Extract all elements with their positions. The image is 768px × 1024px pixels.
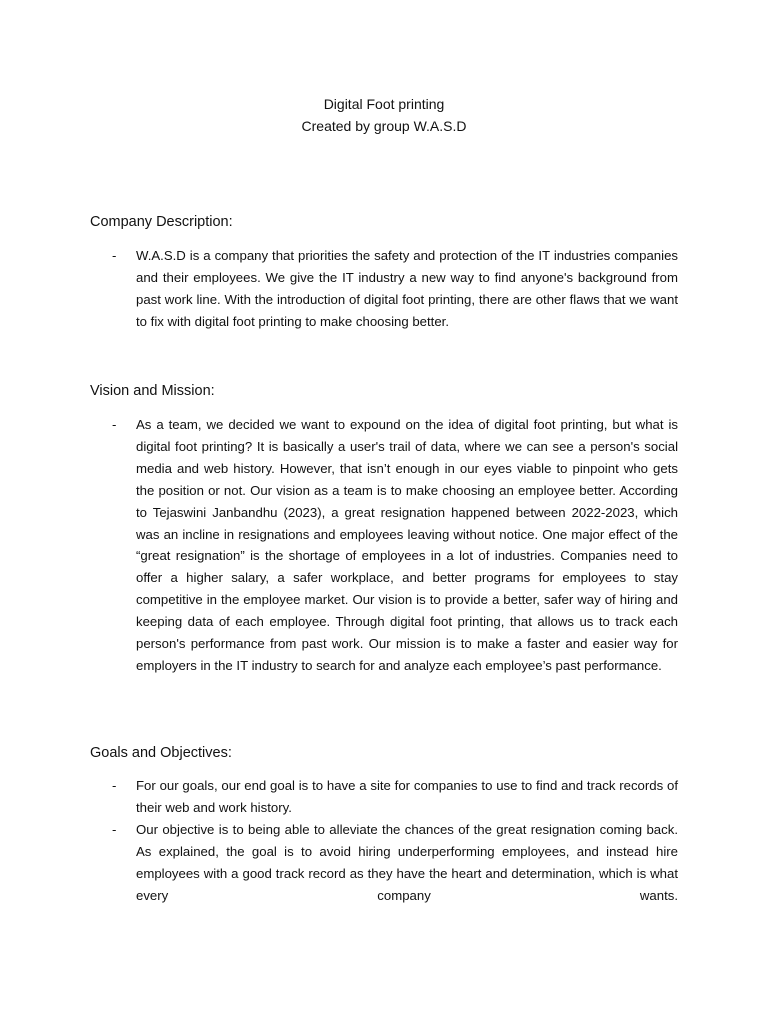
bullet-marker: - [112, 248, 117, 263]
document-title: Digital Foot printing [323, 96, 445, 112]
list-item [90, 775, 678, 819]
paragraph-text: As a team, we decided we want to expound on the idea of digital foot printing, but what is digital foot printing? It is basically a user's trail of data, where we can see a person's social media and web history. However, that isn’t enough in our eyes viable to pinpoint who gets the position or not. Our vision as a team is to make choosing an employee better. According to Tejaswini Janbandhu (2023), a great resignation happened between 2022-2023, which was an incline in resignations and employees leaving without notice. One major effect of the “great resignation” is the shortage of employees in a lot of industries. Companies need to offer a higher salary, a safer workplace, and better programs for employees to stay competitive in the employee market. Our vision is to provide a better, safer way of hiring and keeping data of each employee. Through digital foot printing, that allows us to track each person's performance from past work. Our mission is to make a faster and easier way for employers in the IT industry to search for and analyze each employee’s past performance. [136, 417, 678, 673]
section-heading-goals-objectives: Goals and Objectives: [90, 745, 232, 761]
list-item [90, 819, 678, 907]
title-block [0, 93, 768, 137]
section-heading-vision-mission: Vision and Mission: [90, 383, 215, 399]
bullet-marker: - [112, 417, 117, 432]
company-description-list [90, 245, 678, 333]
bullet-marker: - [112, 821, 117, 837]
section-heading-company-description: Company Description: [90, 214, 233, 230]
list-item [90, 414, 678, 677]
vision-mission-list [90, 414, 678, 677]
document-subtitle: Created by group W.A.S.D [301, 118, 467, 134]
list-item [90, 245, 678, 333]
paragraph-text: W.A.S.D is a company that priorities the safety and protection of the IT industries companies and their employees. We give the IT industry a new way to find anyone's background from past work line. With the introduction of digital foot printing, there are other flaws that we want to fix with digital foot printing to make choosing better. [136, 248, 678, 329]
bullet-marker: - [112, 778, 117, 793]
paragraph-text: Our objective is to being able to alleviate the chances of the great resignation coming back. As explained, the goal is to avoid hiring underperforming employees, and instead hire employees with a good track record as they have the heart and determination, which is what every company wants. [136, 821, 678, 903]
goals-objectives-list [90, 775, 678, 906]
paragraph-text: For our goals, our end goal is to have a site for companies to use to find and track records of their web and work history. [136, 778, 678, 815]
